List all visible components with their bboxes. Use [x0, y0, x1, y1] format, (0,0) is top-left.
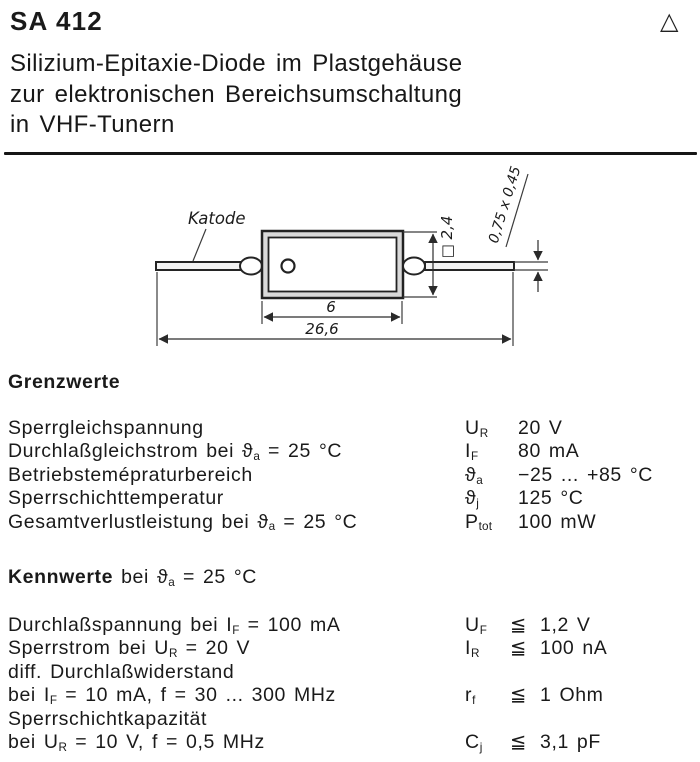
spec-symbol: $U_R$	[465, 417, 489, 440]
spec-relation: ≦	[510, 637, 527, 660]
left-lead-crimp	[240, 258, 262, 275]
cathode-label: Katode	[188, 209, 246, 228]
spec-value: 100 mW	[518, 510, 597, 533]
spec-value: 1,2 V	[540, 614, 591, 636]
section-heading-kennwerte: Kennwerte bei $ϑ_a = 25$ °C	[8, 566, 257, 589]
spec-row	[8, 708, 696, 731]
spec-value: 3,1 pF	[540, 730, 601, 753]
spec-row	[8, 464, 696, 487]
grenzwerte-table	[8, 417, 696, 534]
spec-label: diff. Durchlaßwiderstand	[8, 660, 235, 683]
cathode-leader-line	[193, 229, 206, 261]
spec-symbol: $I_F$	[465, 440, 479, 464]
spec-value: −25 ... +85 °C	[518, 463, 653, 486]
spec-symbol: $I_R$	[465, 637, 480, 661]
spec-value: 20 V	[518, 417, 563, 439]
spec-label: Betriebstemépraturbereich	[8, 463, 253, 486]
spec-relation: ≦	[510, 730, 527, 753]
spec-symbol: $ϑ_a$	[465, 463, 483, 487]
spec-relation: ≦	[510, 614, 527, 636]
spec-value: 1 Ohm	[540, 684, 604, 707]
spec-row	[8, 417, 696, 440]
spec-value: 125 °C	[518, 487, 584, 510]
spec-label: Sperrschichttemperatur	[8, 487, 224, 510]
section-heading-grenzwerte: Grenzwerte	[8, 371, 121, 393]
spec-row	[8, 661, 696, 684]
left-lead	[156, 262, 242, 270]
spec-symbol: $C_j$	[465, 730, 483, 754]
package-outline-drawing	[0, 160, 700, 360]
spec-label: Sperrstrom bei $U_R = 20$ V	[8, 637, 251, 661]
spec-label: Sperrgleichspannung	[8, 417, 204, 439]
title-line: zur elektronischen Bereichsumschaltung	[10, 80, 463, 108]
page-title	[10, 49, 462, 141]
spec-label: Durchlaßgleichstrom bei $ϑ_a = 25$ °C	[8, 440, 343, 464]
spec-row	[8, 511, 696, 534]
spec-label: Durchlaßspannung bei $I_F = 100$ mA	[8, 614, 341, 637]
title-line: in VHF-Tunern	[10, 111, 175, 138]
dimension-overall-length: 26,6	[305, 320, 339, 338]
spec-symbol: $r_f$	[465, 684, 476, 708]
kennwerte-table	[8, 614, 696, 754]
spec-row	[8, 487, 696, 510]
dimension-body-height: □ 2,4	[438, 215, 456, 259]
spec-row	[8, 684, 696, 707]
polarity-dot	[282, 260, 295, 273]
spec-row	[8, 637, 696, 660]
spec-value: 100 nA	[540, 637, 608, 660]
right-lead-crimp	[403, 258, 425, 275]
spec-row	[8, 731, 696, 754]
spec-label: Gesamtverlustleistung bei $ϑ_a = 25$ °C	[8, 510, 358, 534]
part-number: SA 412	[10, 6, 103, 36]
spec-label: bei $U_R = 10$ V, f = 0,5 MHz	[8, 730, 265, 754]
spec-symbol: $P_{tot}$	[465, 510, 493, 534]
spec-row	[8, 440, 696, 463]
revision-triangle-icon: △	[660, 8, 679, 35]
spec-row	[8, 614, 696, 637]
spec-label: bei $I_F = 10$ mA, f = 30 ... 300 MHz	[8, 684, 336, 708]
spec-label: Sperrschichtkapazität	[8, 707, 208, 730]
spec-relation: ≦	[510, 684, 527, 707]
spec-symbol: $ϑ_j$	[465, 487, 480, 511]
spec-symbol: $U_F$	[465, 614, 488, 637]
title-line: Silizium-Epitaxie-Diode im Plastgehäuse	[10, 50, 463, 77]
divider	[4, 152, 697, 155]
right-lead	[425, 262, 514, 270]
spec-value: 80 mA	[518, 440, 580, 463]
dimension-lead-cross-section: 0,75 x 0,45	[485, 164, 525, 246]
dimension-body-length: 6	[326, 298, 336, 316]
